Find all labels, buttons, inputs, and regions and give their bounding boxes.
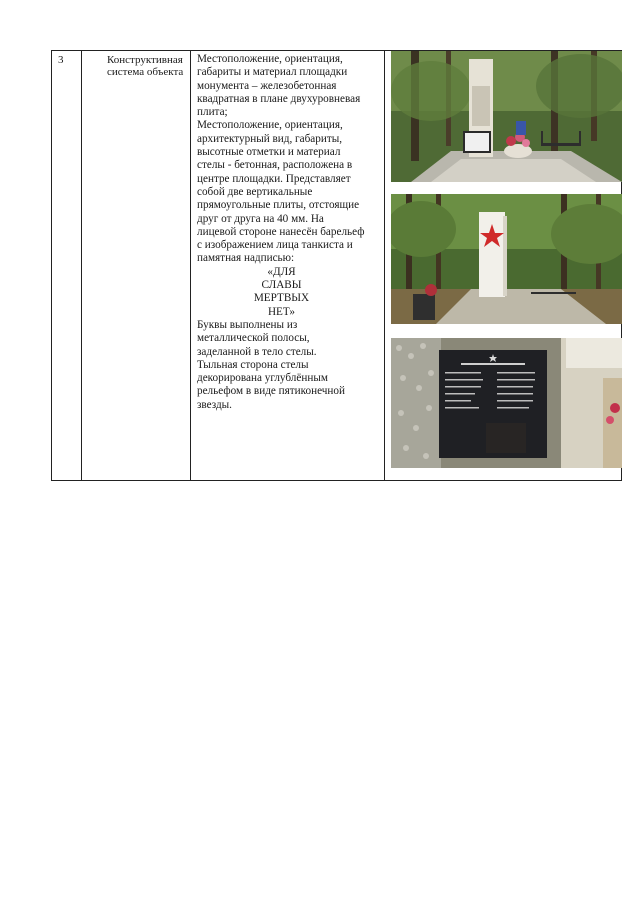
description-line: памятная надписью: <box>197 252 295 265</box>
description-line: заделанной в тело стелы. <box>197 345 317 358</box>
row-description <box>191 51 384 412</box>
row-number: 3 <box>58 54 64 66</box>
monument-photo-front <box>391 51 622 182</box>
description-line: Местоположение, ориентация, <box>197 119 343 132</box>
description-line: звезды. <box>197 398 232 411</box>
objects-table <box>51 50 622 481</box>
column-divider <box>81 51 82 480</box>
row-title-line: Конструктивная <box>107 54 183 66</box>
description-line: собой две вертикальные <box>197 185 313 198</box>
column-divider <box>384 51 385 480</box>
description-line: Буквы выполнены из <box>197 318 298 331</box>
memorial-inscription <box>197 266 384 319</box>
row-title-line: система объекта <box>107 66 184 78</box>
inscription-line: СЛАВЫ <box>261 279 302 292</box>
inscription-line: НЕТ» <box>267 305 296 318</box>
description-line: габариты и материал площадки <box>197 66 348 79</box>
description-line: стелы - бетонная, расположена в <box>197 159 353 172</box>
description-line: монумента – железобетонная <box>197 79 337 92</box>
monument-photo-side <box>391 194 622 324</box>
row-title <box>82 51 190 78</box>
description-line: квадратная в плане двухуровневая <box>197 92 361 105</box>
description-line: плита; <box>197 106 228 119</box>
description-line: прямоугольные плиты, отстоящие <box>197 199 360 212</box>
description-line: высотные отметки и материал <box>197 146 341 159</box>
description-line: Местоположение, ориентация, <box>197 53 343 65</box>
description-line: с изображением лица танкиста и <box>197 239 353 252</box>
inscription-line: «ДЛЯ <box>267 265 296 278</box>
description-line: центре площадки. Представляет <box>197 172 351 185</box>
description-line: металлической полосы, <box>197 332 310 345</box>
description-line: рельефом в виде пятиконечной <box>197 385 345 398</box>
inscription-line: МЕРТВЫХ <box>253 292 310 305</box>
description-line: друг от друга на 40 мм. На <box>197 212 324 225</box>
description-line: лицевой стороне нанесён барельеф <box>197 225 365 238</box>
description-line: декорирована углублённым <box>197 372 328 385</box>
memorial-plaque-photo <box>391 338 622 468</box>
description-line: архитектурный вид, габариты, <box>197 132 343 145</box>
description-paragraph-2 <box>197 319 384 412</box>
description-line: Тыльная сторона стелы <box>197 358 309 371</box>
description-paragraph-1 <box>197 53 384 266</box>
